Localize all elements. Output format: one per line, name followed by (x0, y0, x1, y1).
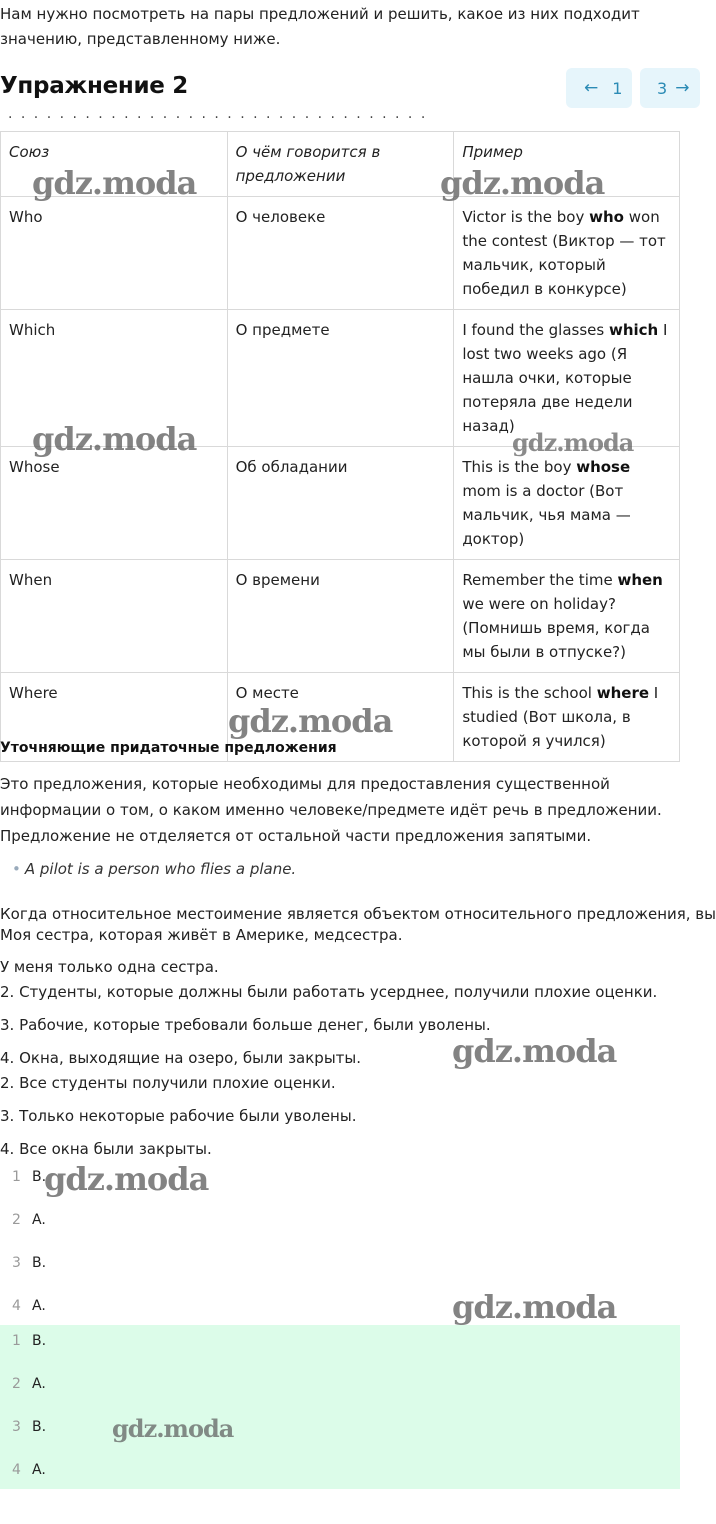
example-item (12, 860, 296, 878)
answer-value: B. (32, 1419, 47, 1435)
table-row (1, 560, 680, 673)
prev-exercise-button[interactable] (566, 68, 632, 108)
table-cell-about: Об обладании (227, 447, 454, 560)
table-cell-example: I found the glasses which I lost two weeks ago (Я нашла очки, которые потеряла две недели назад) (454, 310, 680, 447)
next-exercise-label: 3 (657, 78, 668, 98)
answer-value: A. (32, 1376, 46, 1392)
table-cell-example: This is the boy whose mom is a doctor (Вот мальчик, чья мама — доктор) (454, 447, 680, 560)
text-line: Моя сестра, которая живёт в Америке, медсестра. (0, 926, 403, 944)
answer-value: A. (32, 1212, 46, 1228)
exercise-header (0, 66, 690, 110)
section-title: Уточняющие придаточные предложения (0, 740, 337, 756)
table-header-cell: Союз (1, 132, 228, 197)
watermark: gdz.moda (228, 702, 393, 740)
answer-number: 4 (12, 1298, 21, 1314)
answer-value: A. (32, 1298, 46, 1314)
answer-number: 4 (12, 1462, 21, 1478)
watermark: gdz.moda (452, 1288, 617, 1326)
answer-item (0, 1243, 680, 1286)
conjunctions-table (0, 131, 680, 762)
table-header-row (1, 132, 680, 197)
answer-item (0, 1157, 680, 1200)
answer-item (0, 1364, 680, 1407)
watermark: gdz.moda (512, 428, 634, 457)
text-line: 3. Только некоторые рабочие были уволены. (0, 1107, 357, 1125)
answer-value: B. (32, 1333, 47, 1349)
answer-item (0, 1200, 680, 1243)
table-cell-conj: Whose (1, 447, 228, 560)
answer-number: 2 (12, 1376, 21, 1392)
table-row (1, 447, 680, 560)
answer-number: 1 (12, 1169, 21, 1185)
table-cell-about: О месте (227, 673, 454, 762)
watermark: gdz.moda (452, 1032, 617, 1070)
table-cell-example: This is the school where I studied (Вот школа, в которой я учился) (454, 673, 680, 762)
answer-value: A. (32, 1462, 46, 1478)
text-line: 4. Окна, выходящие на озеро, были закрыты. (0, 1049, 362, 1067)
arrow-left-icon: ← (584, 78, 599, 98)
answer-item (0, 1407, 680, 1450)
watermark: gdz.moda (112, 1414, 234, 1443)
answers-list (0, 1157, 680, 1329)
text-line: 2. Студенты, которые должны были работать усерднее, получили плохие оценки. (0, 983, 658, 1001)
bullet-icon: • (12, 860, 21, 878)
answers-highlight-block (0, 1325, 680, 1489)
text-line: Когда относительное местоимение является объектом относительного предложения, вы (0, 905, 716, 923)
table-cell-conj: When (1, 560, 228, 673)
table-cell-about: О человеке (227, 197, 454, 310)
table-cell-conj: Who (1, 197, 228, 310)
answer-number: 1 (12, 1333, 21, 1349)
answer-number: 2 (12, 1212, 21, 1228)
watermark: gdz.moda (44, 1160, 209, 1198)
table-header-cell: Пример (454, 132, 680, 197)
table-cell-about: О предмете (227, 310, 454, 447)
answer-number: 3 (12, 1255, 21, 1271)
text-line: 3. Рабочие, которые требовали больше денег, были уволены. (0, 1016, 491, 1034)
watermark: gdz.moda (32, 164, 197, 202)
table-cell-about: О времени (227, 560, 454, 673)
table-row (1, 197, 680, 310)
table-cell-conj: Which (1, 310, 228, 447)
clipped-text-line: . . . . . . . . . . . . . . . . . . . . . . . . . . . . . . . . . (8, 106, 428, 122)
table-cell-example: Victor is the boy who won the contest (Виктор — тот мальчик, который победил в конкурсе) (454, 197, 680, 310)
table-cell-example: Remember the time when we were on holiday? (Помнишь время, когда мы были в отпуске?) (454, 560, 680, 673)
table-header-cell: О чём говорится в предложении (227, 132, 454, 197)
prev-exercise-label: 1 (612, 78, 623, 98)
watermark: gdz.moda (440, 164, 605, 202)
text-line: 4. Все окна были закрыты. (0, 1140, 212, 1158)
answer-item (0, 1450, 680, 1493)
answer-item (0, 1321, 680, 1364)
table-cell-conj: Where (1, 673, 228, 762)
answer-value: B. (32, 1255, 47, 1271)
exercise-title: Упражнение 2 (0, 73, 189, 99)
answer-number: 3 (12, 1419, 21, 1435)
section-paragraph: Это предложения, которые необходимы для предоставления существенной информации о том, о каком именно человеке/предмете идёт речь в предложении. Предложение не отделяется от остальной части предложения запятыми. (0, 775, 662, 845)
text-line: У меня только одна сестра. (0, 958, 219, 976)
example-text: A pilot is a person who flies a plane. (24, 860, 297, 878)
intro-text: Нам нужно посмотреть на пары предложений и решить, какое из них подходит значению, представленному ниже. (0, 5, 640, 48)
text-line: 2. Все студенты получили плохие оценки. (0, 1074, 336, 1092)
answer-value: B. (32, 1169, 47, 1185)
next-exercise-button[interactable] (640, 68, 700, 108)
arrow-right-icon: → (675, 78, 690, 98)
watermark: gdz.moda (32, 420, 197, 458)
table-row (1, 310, 680, 447)
